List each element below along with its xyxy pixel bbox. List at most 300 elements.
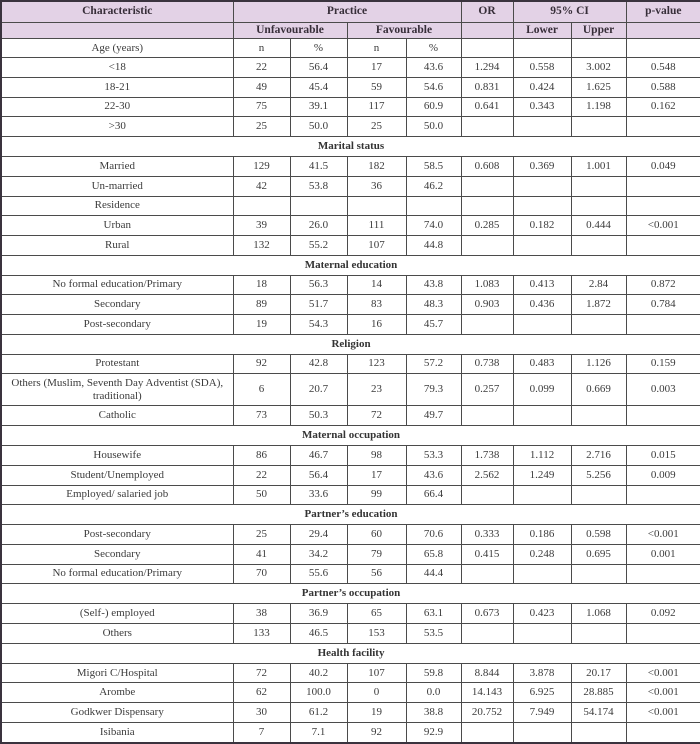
value-cell: 0.015	[626, 446, 700, 466]
section-row	[1, 584, 700, 604]
col-header-ci: 95% CI	[513, 1, 626, 22]
value-cell	[513, 406, 571, 426]
value-cell: 2.562	[461, 465, 513, 485]
header-spacer-or	[461, 22, 513, 39]
value-cell: 18	[233, 275, 290, 295]
value-cell	[626, 235, 700, 255]
value-cell: 23	[347, 374, 406, 406]
value-cell: 0.001	[626, 544, 700, 564]
value-cell: 0.343	[513, 97, 571, 117]
table-row	[1, 196, 700, 216]
characteristic-cell: (Self-) employed	[1, 604, 233, 624]
col-header-lower: Lower	[513, 22, 571, 39]
value-cell: 44.4	[406, 564, 461, 584]
value-cell	[571, 564, 626, 584]
value-cell: 72	[233, 663, 290, 683]
value-cell: 0.092	[626, 604, 700, 624]
header-row-1	[1, 1, 700, 22]
value-cell	[461, 722, 513, 743]
value-cell: 56.4	[290, 58, 347, 78]
section-label: Health facility	[1, 643, 700, 663]
value-cell: 132	[233, 235, 290, 255]
characteristic-cell: Secondary	[1, 544, 233, 564]
value-cell: 92	[233, 354, 290, 374]
value-cell: 50.3	[290, 406, 347, 426]
value-cell: 58.5	[406, 157, 461, 177]
value-cell: 107	[347, 235, 406, 255]
value-cell: 0.588	[626, 78, 700, 98]
section-label: Maternal education	[1, 255, 700, 275]
value-cell: 65	[347, 604, 406, 624]
table-row	[1, 406, 700, 426]
value-cell: 50	[233, 485, 290, 505]
table-row	[1, 544, 700, 564]
value-cell: 38.8	[406, 703, 461, 723]
value-cell: 107	[347, 663, 406, 683]
value-cell	[461, 485, 513, 505]
table-row	[1, 275, 700, 295]
section-row	[1, 505, 700, 525]
value-cell	[233, 196, 290, 216]
characteristic-cell: Housewife	[1, 446, 233, 466]
value-cell: 41.5	[290, 157, 347, 177]
value-cell: 0.483	[513, 354, 571, 374]
value-cell: 54.174	[571, 703, 626, 723]
value-cell: 1.625	[571, 78, 626, 98]
value-cell: 43.8	[406, 275, 461, 295]
characteristic-cell: Residence	[1, 196, 233, 216]
characteristic-cell: Others (Muslim, Seventh Day Adventist (SDA), traditional)	[1, 374, 233, 406]
value-cell	[571, 235, 626, 255]
header-spacer-characteristic	[1, 22, 233, 39]
value-cell: 1.738	[461, 446, 513, 466]
value-cell: 14	[347, 275, 406, 295]
value-cell	[571, 485, 626, 505]
value-cell: 92	[347, 722, 406, 743]
value-cell	[461, 564, 513, 584]
value-cell: 1.001	[571, 157, 626, 177]
value-cell: <0.001	[626, 683, 700, 703]
value-cell: 0.598	[571, 525, 626, 545]
value-cell: 65.8	[406, 544, 461, 564]
value-cell: 22	[233, 58, 290, 78]
value-cell	[513, 722, 571, 743]
value-cell: 16	[347, 315, 406, 335]
value-cell: 0.369	[513, 157, 571, 177]
empty-cell	[513, 39, 571, 58]
value-cell	[461, 196, 513, 216]
table-row	[1, 485, 700, 505]
value-cell: 123	[347, 354, 406, 374]
value-cell: 0.186	[513, 525, 571, 545]
value-cell	[461, 235, 513, 255]
value-cell: 1.112	[513, 446, 571, 466]
value-cell: 0.641	[461, 97, 513, 117]
value-cell: 62	[233, 683, 290, 703]
value-cell: 30	[233, 703, 290, 723]
value-cell: 0	[347, 683, 406, 703]
table-row	[1, 97, 700, 117]
value-cell: 92.9	[406, 722, 461, 743]
table-row	[1, 117, 700, 137]
value-cell: 66.4	[406, 485, 461, 505]
value-cell	[461, 624, 513, 644]
value-cell	[513, 196, 571, 216]
value-cell: 83	[347, 295, 406, 315]
table-body	[1, 39, 700, 743]
value-cell: 0.558	[513, 58, 571, 78]
value-cell: 20.17	[571, 663, 626, 683]
section-label: Maternal occupation	[1, 426, 700, 446]
value-cell: 14.143	[461, 683, 513, 703]
characteristic-cell: Un-married	[1, 176, 233, 196]
characteristic-cell: Post-secondary	[1, 525, 233, 545]
value-cell: 51.7	[290, 295, 347, 315]
value-cell	[626, 624, 700, 644]
value-cell: 133	[233, 624, 290, 644]
value-cell: 25	[233, 525, 290, 545]
value-cell: 2.716	[571, 446, 626, 466]
value-cell: 99	[347, 485, 406, 505]
value-cell: 0.333	[461, 525, 513, 545]
header-spacer-pvalue	[626, 22, 700, 39]
value-cell	[347, 196, 406, 216]
empty-cell	[626, 39, 700, 58]
table-row	[1, 58, 700, 78]
section-label: Religion	[1, 334, 700, 354]
value-cell: 72	[347, 406, 406, 426]
value-cell: 0.0	[406, 683, 461, 703]
value-cell: 42	[233, 176, 290, 196]
value-cell: 75	[233, 97, 290, 117]
value-cell: 54.3	[290, 315, 347, 335]
value-cell: 45.4	[290, 78, 347, 98]
characteristic-cell: Urban	[1, 216, 233, 236]
value-cell: 129	[233, 157, 290, 177]
table-row	[1, 78, 700, 98]
value-cell: 0.608	[461, 157, 513, 177]
value-cell	[461, 176, 513, 196]
value-cell: 60.9	[406, 97, 461, 117]
value-cell: 17	[347, 465, 406, 485]
table-row	[1, 446, 700, 466]
value-cell: 22	[233, 465, 290, 485]
value-cell: 25	[347, 117, 406, 137]
col-header-upper: Upper	[571, 22, 626, 39]
value-cell: 1.068	[571, 604, 626, 624]
characteristic-cell: Godkwer Dispensary	[1, 703, 233, 723]
value-cell: 0.673	[461, 604, 513, 624]
value-cell	[461, 117, 513, 137]
table-row	[1, 315, 700, 335]
value-cell: 49	[233, 78, 290, 98]
value-cell	[571, 196, 626, 216]
table-row	[1, 604, 700, 624]
table-row	[1, 465, 700, 485]
characteristic-cell: 18-21	[1, 78, 233, 98]
value-cell	[571, 722, 626, 743]
value-cell: 73	[233, 406, 290, 426]
value-cell: 39.1	[290, 97, 347, 117]
table-row	[1, 354, 700, 374]
value-cell: 0.003	[626, 374, 700, 406]
value-cell	[571, 624, 626, 644]
col-subheader-pct-favourable: %	[406, 39, 461, 58]
value-cell: 17	[347, 58, 406, 78]
value-cell: 100.0	[290, 683, 347, 703]
value-cell: 63.1	[406, 604, 461, 624]
table-row	[1, 703, 700, 723]
value-cell: 2.84	[571, 275, 626, 295]
characteristic-cell: Catholic	[1, 406, 233, 426]
table-row	[1, 295, 700, 315]
value-cell: 1.249	[513, 465, 571, 485]
value-cell	[513, 117, 571, 137]
value-cell: 34.2	[290, 544, 347, 564]
value-cell: 0.162	[626, 97, 700, 117]
characteristic-cell: Isibania	[1, 722, 233, 743]
value-cell: 0.669	[571, 374, 626, 406]
characteristic-cell: Protestant	[1, 354, 233, 374]
value-cell	[626, 196, 700, 216]
value-cell: 79.3	[406, 374, 461, 406]
table-row	[1, 564, 700, 584]
value-cell: 5.256	[571, 465, 626, 485]
value-cell: 56.4	[290, 465, 347, 485]
value-cell: 98	[347, 446, 406, 466]
section-row	[1, 426, 700, 446]
characteristic-cell: Post-secondary	[1, 315, 233, 335]
value-cell: 50.0	[406, 117, 461, 137]
value-cell: 36	[347, 176, 406, 196]
value-cell: 40.2	[290, 663, 347, 683]
value-cell	[626, 406, 700, 426]
value-cell: 0.099	[513, 374, 571, 406]
characteristic-cell: Secondary	[1, 295, 233, 315]
section-label: Marital status	[1, 137, 700, 157]
table-row	[1, 663, 700, 683]
empty-cell	[461, 39, 513, 58]
col-header-pvalue: p-value	[626, 1, 700, 22]
value-cell: 46.5	[290, 624, 347, 644]
characteristic-cell: Student/Unemployed	[1, 465, 233, 485]
value-cell: 53.5	[406, 624, 461, 644]
value-cell: 7.949	[513, 703, 571, 723]
characteristic-cell: No formal education/Primary	[1, 275, 233, 295]
value-cell: 70	[233, 564, 290, 584]
value-cell: 0.159	[626, 354, 700, 374]
value-cell: 48.3	[406, 295, 461, 315]
col-header-or: OR	[461, 1, 513, 22]
table-row	[1, 624, 700, 644]
value-cell: 0.436	[513, 295, 571, 315]
value-cell: 29.4	[290, 525, 347, 545]
section-label: Partner’s occupation	[1, 584, 700, 604]
value-cell: 86	[233, 446, 290, 466]
table-row	[1, 374, 700, 406]
value-cell	[513, 315, 571, 335]
value-cell: 8.844	[461, 663, 513, 683]
value-cell: 1.126	[571, 354, 626, 374]
col-subheader-n-unfavourable: n	[233, 39, 290, 58]
value-cell	[513, 564, 571, 584]
value-cell	[513, 624, 571, 644]
value-cell: 0.424	[513, 78, 571, 98]
value-cell: 50.0	[290, 117, 347, 137]
value-cell	[626, 315, 700, 335]
value-cell: 56	[347, 564, 406, 584]
value-cell: 3.878	[513, 663, 571, 683]
value-cell: 117	[347, 97, 406, 117]
characteristic-cell: <18	[1, 58, 233, 78]
value-cell: 111	[347, 216, 406, 236]
value-cell: 6	[233, 374, 290, 406]
value-cell	[626, 176, 700, 196]
value-cell	[513, 176, 571, 196]
value-cell: 60	[347, 525, 406, 545]
table-row	[1, 683, 700, 703]
characteristic-cell: Others	[1, 624, 233, 644]
characteristic-cell: >30	[1, 117, 233, 137]
characteristic-cell: Employed/ salaried job	[1, 485, 233, 505]
value-cell	[513, 485, 571, 505]
value-cell: 6.925	[513, 683, 571, 703]
table-header	[1, 1, 700, 39]
section-row	[1, 255, 700, 275]
col-subheader-n-favourable: n	[347, 39, 406, 58]
value-cell: 0.903	[461, 295, 513, 315]
value-cell: 25	[233, 117, 290, 137]
col-header-unfavourable: Unfavourable	[233, 22, 347, 39]
value-cell: 46.7	[290, 446, 347, 466]
section-label: Partner’s education	[1, 505, 700, 525]
value-cell: 0.049	[626, 157, 700, 177]
col-header-favourable: Favourable	[347, 22, 461, 39]
value-cell: 0.548	[626, 58, 700, 78]
value-cell: 0.695	[571, 544, 626, 564]
value-cell: 20.752	[461, 703, 513, 723]
value-cell: 1.294	[461, 58, 513, 78]
section-row	[1, 137, 700, 157]
col-header-characteristic: Characteristic	[1, 1, 233, 22]
value-cell: 39	[233, 216, 290, 236]
value-cell	[461, 406, 513, 426]
value-cell: 26.0	[290, 216, 347, 236]
value-cell: 54.6	[406, 78, 461, 98]
table-row	[1, 216, 700, 236]
value-cell: 0.285	[461, 216, 513, 236]
value-cell	[571, 406, 626, 426]
value-cell	[513, 235, 571, 255]
value-cell: 43.6	[406, 58, 461, 78]
value-cell: 0.009	[626, 465, 700, 485]
value-cell: 0.423	[513, 604, 571, 624]
value-cell: 0.872	[626, 275, 700, 295]
value-cell: 59	[347, 78, 406, 98]
value-cell	[626, 722, 700, 743]
value-cell: 42.8	[290, 354, 347, 374]
value-cell: 1.083	[461, 275, 513, 295]
value-cell: 0.248	[513, 544, 571, 564]
value-cell: 53.3	[406, 446, 461, 466]
value-cell: 182	[347, 157, 406, 177]
characteristic-cell: No formal education/Primary	[1, 564, 233, 584]
value-cell: 0.415	[461, 544, 513, 564]
value-cell: 70.6	[406, 525, 461, 545]
value-cell: 19	[347, 703, 406, 723]
value-cell: 44.8	[406, 235, 461, 255]
section-row	[1, 334, 700, 354]
header-row-2	[1, 22, 700, 39]
value-cell: 0.413	[513, 275, 571, 295]
value-cell: 79	[347, 544, 406, 564]
value-cell: 3.002	[571, 58, 626, 78]
value-cell: 38	[233, 604, 290, 624]
value-cell: 1.872	[571, 295, 626, 315]
value-cell	[461, 315, 513, 335]
row-label-age: Age (years)	[1, 39, 233, 58]
col-header-practice: Practice	[233, 1, 461, 22]
value-cell: 53.8	[290, 176, 347, 196]
value-cell: 45.7	[406, 315, 461, 335]
value-cell: <0.001	[626, 525, 700, 545]
characteristic-cell: Arombe	[1, 683, 233, 703]
value-cell: 33.6	[290, 485, 347, 505]
value-cell: 28.885	[571, 683, 626, 703]
value-cell: 1.198	[571, 97, 626, 117]
section-row	[1, 643, 700, 663]
value-cell: 57.2	[406, 354, 461, 374]
col-subheader-pct-unfavourable: %	[290, 39, 347, 58]
table-row	[1, 157, 700, 177]
value-cell: 74.0	[406, 216, 461, 236]
value-cell	[571, 315, 626, 335]
value-cell: 55.2	[290, 235, 347, 255]
value-cell	[571, 176, 626, 196]
table-row	[1, 722, 700, 743]
value-cell	[406, 196, 461, 216]
value-cell: 89	[233, 295, 290, 315]
empty-cell	[571, 39, 626, 58]
value-cell: 36.9	[290, 604, 347, 624]
value-cell	[626, 485, 700, 505]
subheader-row-age	[1, 39, 700, 58]
value-cell: 55.6	[290, 564, 347, 584]
value-cell: 7.1	[290, 722, 347, 743]
value-cell: 7	[233, 722, 290, 743]
characteristic-cell: Migori C/Hospital	[1, 663, 233, 683]
value-cell: 41	[233, 544, 290, 564]
value-cell: 19	[233, 315, 290, 335]
characteristic-cell: Rural	[1, 235, 233, 255]
value-cell: 0.182	[513, 216, 571, 236]
table-row	[1, 176, 700, 196]
value-cell: <0.001	[626, 663, 700, 683]
value-cell: 0.738	[461, 354, 513, 374]
value-cell: 43.6	[406, 465, 461, 485]
value-cell: 56.3	[290, 275, 347, 295]
characteristic-cell: Married	[1, 157, 233, 177]
table-row	[1, 525, 700, 545]
value-cell: 49.7	[406, 406, 461, 426]
table-row	[1, 235, 700, 255]
value-cell: 59.8	[406, 663, 461, 683]
value-cell: 61.2	[290, 703, 347, 723]
value-cell	[626, 117, 700, 137]
value-cell	[571, 117, 626, 137]
value-cell	[290, 196, 347, 216]
value-cell: <0.001	[626, 216, 700, 236]
